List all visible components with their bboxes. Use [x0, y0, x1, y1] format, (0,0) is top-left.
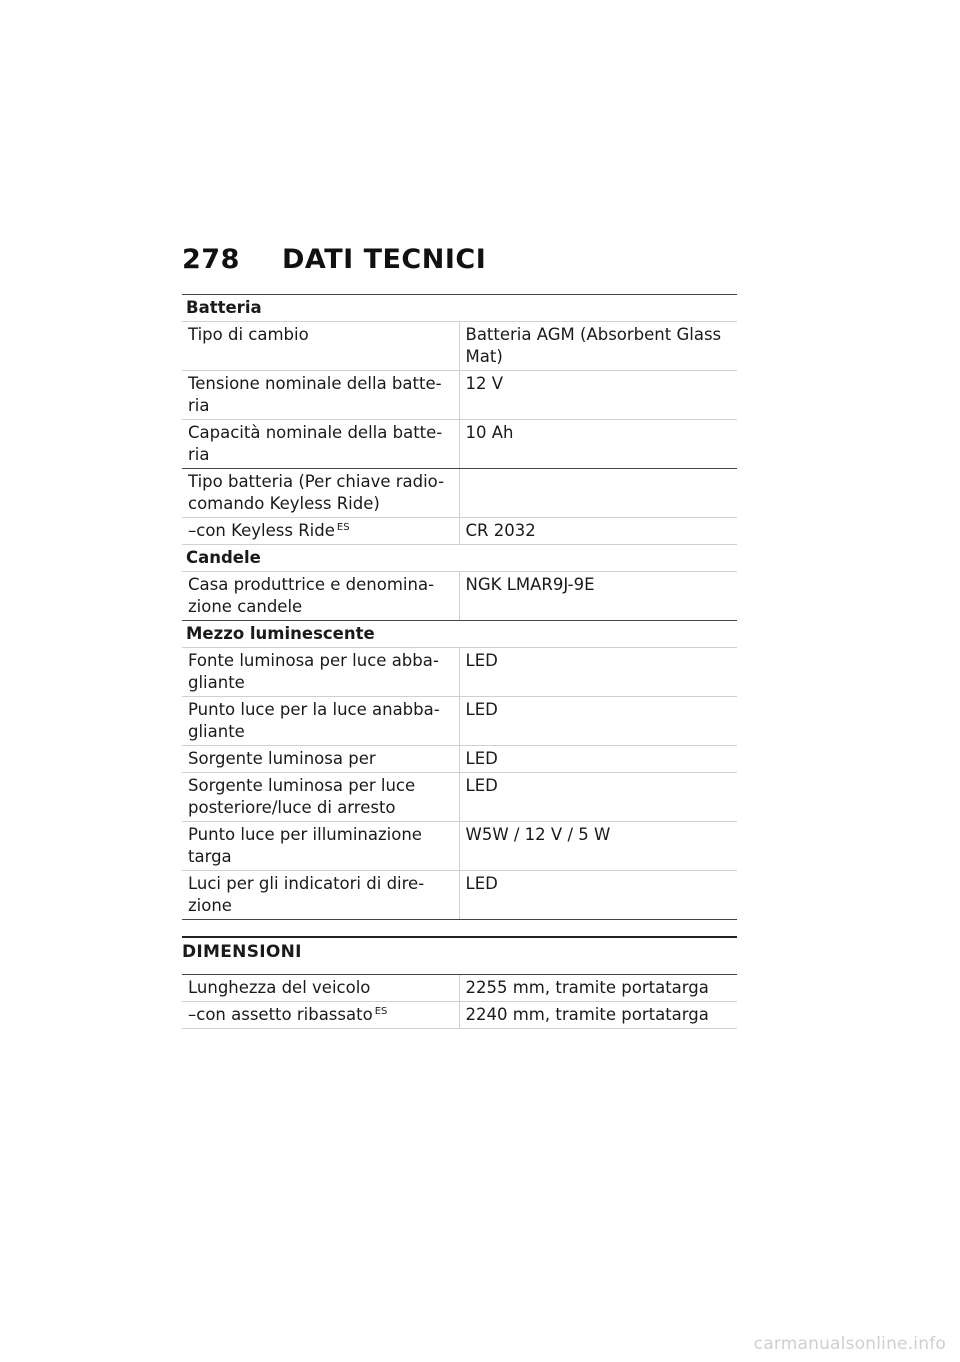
spec-value: 2240 mm, tramite portatarga — [459, 1002, 737, 1029]
table-row — [182, 746, 737, 773]
spec-label: Punto luce per illuminazione targa — [182, 822, 459, 871]
table-row — [182, 648, 737, 697]
table-row — [182, 871, 737, 920]
page-number: 278 — [182, 244, 240, 275]
spec-label: Tensione nominale della batte-ria — [182, 371, 459, 420]
spec-label: Sorgente luminosa per luce posteriore/luce di arresto — [182, 773, 459, 822]
spec-value: NGK LMAR9J-9E — [459, 572, 737, 621]
page-header — [182, 244, 486, 275]
section-heading-mezzo-luminescente — [182, 621, 737, 648]
spec-value: LED — [459, 871, 737, 920]
table-row — [182, 1002, 737, 1029]
table-row — [182, 773, 737, 822]
dimensions-spec-table — [182, 974, 737, 1029]
section-heading: Mezzo luminescente — [182, 621, 737, 648]
section-heading: Batteria — [182, 295, 737, 322]
spec-value: LED — [459, 746, 737, 773]
spec-label: Tipo batteria (Per chiave radio-comando Keyless Ride) — [182, 469, 459, 518]
section-heading-candele — [182, 545, 737, 572]
section-title: DATI TECNICI — [282, 244, 487, 275]
footnote-marker: ES — [336, 521, 350, 533]
spec-label-with-footnote — [182, 1002, 459, 1029]
table-row — [182, 518, 737, 545]
footnote-marker: ES — [374, 1005, 388, 1017]
spec-label: Casa produttrice e denomina-zione candele — [182, 572, 459, 621]
table-row — [182, 572, 737, 621]
table-row — [182, 469, 737, 518]
spec-value: W5W / 12 V / 5 W — [459, 822, 737, 871]
table-row — [182, 371, 737, 420]
table-row — [182, 822, 737, 871]
spec-value: CR 2032 — [459, 518, 737, 545]
spec-content — [182, 294, 737, 1029]
spec-label: Luci per gli indicatori di dire-zione — [182, 871, 459, 920]
table-row — [182, 975, 737, 1002]
spec-label-with-footnote — [182, 518, 459, 545]
spec-label: Sorgente luminosa per — [182, 746, 459, 773]
spec-value: 2255 mm, tramite portatarga — [459, 975, 737, 1002]
spec-label: Tipo di cambio — [182, 322, 459, 371]
spec-label: Capacità nominale della batte-ria — [182, 420, 459, 469]
spec-value: LED — [459, 648, 737, 697]
watermark: carmanualsonline.info — [753, 1334, 946, 1354]
section-heading: Candele — [182, 545, 737, 572]
spec-value: LED — [459, 773, 737, 822]
spec-value: 10 Ah — [459, 420, 737, 469]
spec-label: –con Keyless Ride — [188, 521, 335, 540]
spec-label: –con assetto ribassato — [188, 1005, 373, 1024]
spec-value — [459, 469, 737, 518]
spec-label: Lunghezza del veicolo — [182, 975, 459, 1002]
spec-value: LED — [459, 697, 737, 746]
table-row — [182, 420, 737, 469]
battery-spec-table — [182, 294, 737, 920]
chapter-title-dimensioni: DIMENSIONI — [182, 936, 737, 974]
spec-label: Fonte luminosa per luce abba-gliante — [182, 648, 459, 697]
spec-label: Punto luce per la luce anabba-gliante — [182, 697, 459, 746]
table-row — [182, 697, 737, 746]
section-heading-batteria — [182, 295, 737, 322]
table-row — [182, 322, 737, 371]
spec-value: Batteria AGM (Absorbent Glass Mat) — [459, 322, 737, 371]
spec-value: 12 V — [459, 371, 737, 420]
